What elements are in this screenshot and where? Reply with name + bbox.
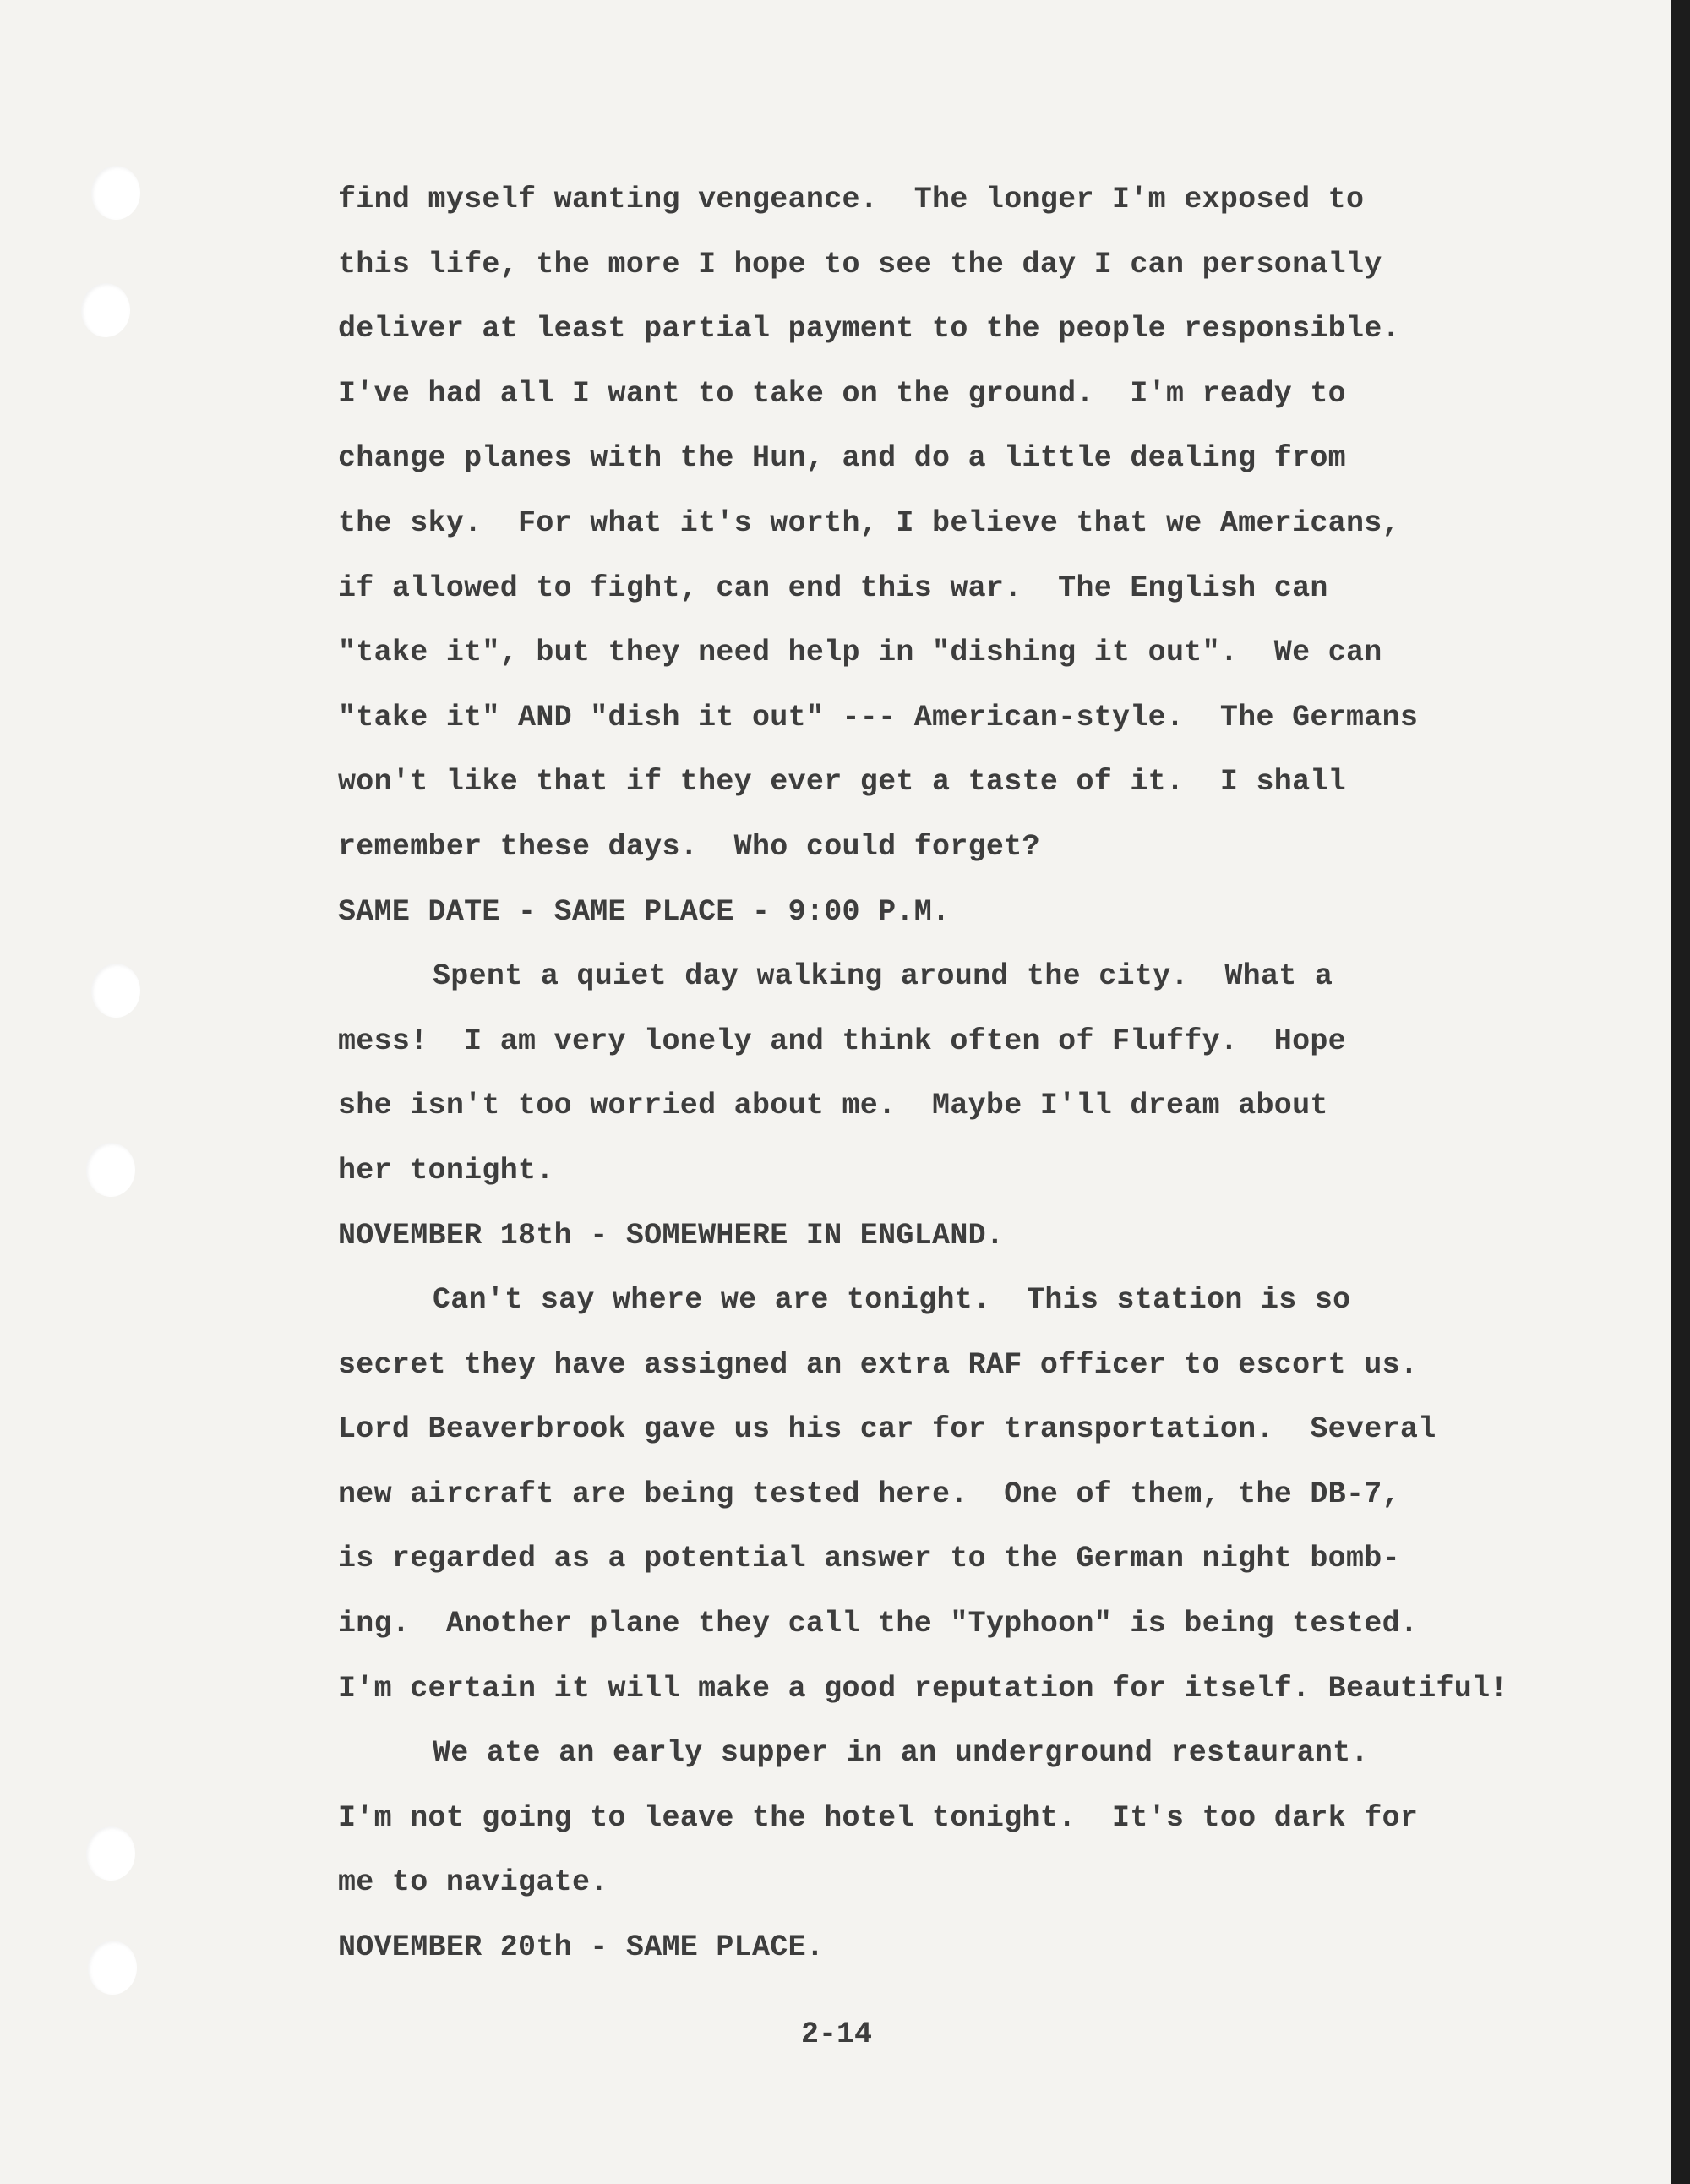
punch-hole	[86, 1826, 135, 1881]
text-line: the sky. For what it's worth, I believe that we Americans,	[338, 505, 1400, 540]
text-line: "take it" AND "dish it out" --- American-style. The Germans	[338, 700, 1419, 734]
text-line: deliver at least partial payment to the people responsible.	[338, 312, 1400, 347]
text-line: me to navigate.	[338, 1865, 608, 1900]
text-line: won't like that if they ever get a taste of it. I shall	[338, 765, 1346, 800]
text-line: We ate an early supper in an underground restaurant.	[433, 1736, 1369, 1771]
text-line: her tonight.	[338, 1153, 554, 1188]
page-number: 2-14	[801, 2017, 873, 2051]
text-line: secret they have assigned an extra RAF officer to escort us.	[338, 1347, 1419, 1382]
text-line: if allowed to fight, can end this war. The English can	[338, 571, 1328, 605]
text-line: Can't say where we are tonight. This station is so	[433, 1283, 1351, 1318]
text-line: I'm not going to leave the hotel tonight. It's too dark for	[338, 1800, 1419, 1835]
text-line: she isn't too worried about me. Maybe I'll dream about	[338, 1089, 1328, 1123]
text-line: I've had all I want to take on the ground. I'm ready to	[338, 376, 1346, 411]
text-line: remember these days. Who could forget?	[338, 829, 1040, 864]
punch-hole	[86, 1143, 135, 1197]
punch-hole	[81, 283, 130, 337]
text-line: is regarded as a potential answer to the German night bomb-	[338, 1542, 1400, 1576]
text-line: I'm certain it will make a good reputation for itself. Beautiful!	[338, 1671, 1508, 1706]
punch-hole	[91, 964, 140, 1018]
text-line: find myself wanting vengeance. The longer I'm exposed to	[338, 183, 1365, 216]
typewritten-text	[338, 167, 1538, 1980]
text-line: Lord Beaverbrook gave us his car for transportation. Several	[338, 1412, 1436, 1447]
text-line: NOVEMBER 18th - SOMEWHERE IN ENGLAND.	[338, 1218, 1005, 1253]
text-line: mess! I am very lonely and think often of Fluffy. Hope	[338, 1024, 1346, 1058]
text-line: SAME DATE - SAME PLACE - 9:00 P.M.	[338, 894, 951, 929]
text-line: Spent a quiet day walking around the city. What a	[433, 959, 1333, 994]
text-line: new aircraft are being tested here. One of them, the DB-7,	[338, 1477, 1400, 1511]
punch-hole	[91, 166, 140, 220]
text-line: NOVEMBER 20th - SAME PLACE.	[338, 1930, 825, 1965]
text-line: change planes with the Hun, and do a little dealing from	[338, 441, 1346, 476]
text-line: ing. Another plane they call the "Typhoon" is being tested.	[338, 1607, 1419, 1641]
punch-hole	[88, 1941, 137, 1995]
text-line: "take it", but they need help in "dishing it out". We can	[338, 636, 1382, 670]
text-line: this life, the more I hope to see the day I can personally	[338, 247, 1382, 281]
